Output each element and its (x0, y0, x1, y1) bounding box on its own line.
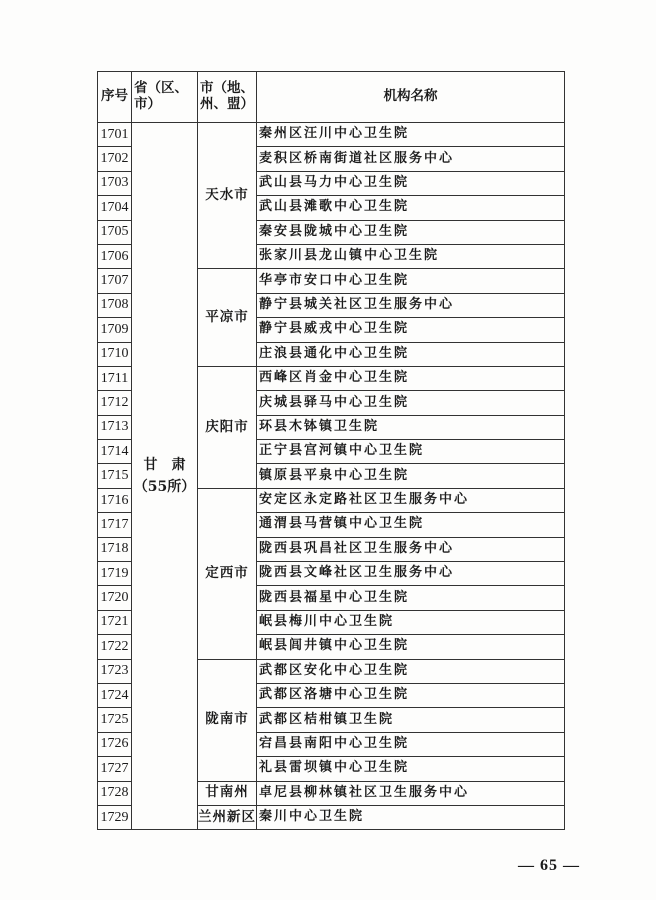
institution-name: 陇西县巩昌社区卫生服务中心 (257, 537, 565, 561)
serial-no: 1720 (98, 586, 132, 610)
province-cell (132, 123, 198, 830)
serial-no: 1725 (98, 708, 132, 732)
serial-no: 1706 (98, 244, 132, 268)
institution-name: 庆城县驿马中心卫生院 (257, 391, 565, 415)
institution-name: 陇西县文峰社区卫生服务中心 (257, 562, 565, 586)
serial-no: 1723 (98, 659, 132, 683)
institution-name: 静宁县威戎中心卫生院 (257, 318, 565, 342)
serial-no: 1708 (98, 293, 132, 317)
institution-name: 礼县雷坝镇中心卫生院 (257, 757, 565, 781)
institution-name: 岷县闾井镇中心卫生院 (257, 635, 565, 659)
serial-no: 1716 (98, 488, 132, 512)
institution-name: 宕昌县南阳中心卫生院 (257, 732, 565, 756)
province-count: （55所） (133, 479, 196, 496)
institution-name: 陇西县福星中心卫生院 (257, 586, 565, 610)
institution-name: 华亭市安口中心卫生院 (257, 269, 565, 293)
serial-no: 1728 (98, 781, 132, 805)
serial-no: 1727 (98, 757, 132, 781)
institution-name: 通渭县马营镇中心卫生院 (257, 513, 565, 537)
institution-name: 武都区安化中心卫生院 (257, 659, 565, 683)
serial-no: 1703 (98, 171, 132, 195)
serial-no: 1717 (98, 513, 132, 537)
serial-no: 1715 (98, 464, 132, 488)
institution-name: 麦积区桥南街道社区服务中心 (257, 147, 565, 171)
header-institution-name: 机构名称 (257, 72, 565, 123)
institution-name: 正宁县宫河镇中心卫生院 (257, 440, 565, 464)
table-body (98, 123, 565, 830)
serial-no: 1704 (98, 196, 132, 220)
serial-no: 1726 (98, 732, 132, 756)
city-cell: 甘南州 (198, 781, 257, 805)
header-city: 市（地、州、盟） (198, 72, 257, 123)
serial-no: 1710 (98, 342, 132, 366)
serial-no: 1729 (98, 805, 132, 829)
city-cell: 天水市 (198, 123, 257, 269)
serial-no: 1711 (98, 366, 132, 390)
institution-name: 武都区洛塘中心卫生院 (257, 683, 565, 707)
serial-no: 1712 (98, 391, 132, 415)
serial-no: 1709 (98, 318, 132, 342)
city-cell: 定西市 (198, 488, 257, 659)
serial-no: 1724 (98, 683, 132, 707)
serial-no: 1718 (98, 537, 132, 561)
header-serial-no: 序号 (98, 72, 132, 123)
table-header-row (98, 72, 565, 123)
serial-no: 1721 (98, 610, 132, 634)
institution-name: 秦安县陇城中心卫生院 (257, 220, 565, 244)
table-row (98, 123, 565, 147)
institution-name: 武山县滩歌中心卫生院 (257, 196, 565, 220)
institution-name: 庄浪县通化中心卫生院 (257, 342, 565, 366)
institution-name: 环县木钵镇卫生院 (257, 415, 565, 439)
serial-no: 1722 (98, 635, 132, 659)
institution-name: 西峰区肖金中心卫生院 (257, 366, 565, 390)
serial-no: 1702 (98, 147, 132, 171)
serial-no: 1705 (98, 220, 132, 244)
serial-no: 1701 (98, 123, 132, 147)
serial-no: 1714 (98, 440, 132, 464)
institution-name: 秦川中心卫生院 (257, 805, 565, 829)
institution-name: 镇原县平泉中心卫生院 (257, 464, 565, 488)
city-cell: 陇南市 (198, 659, 257, 781)
institution-name: 张家川县龙山镇中心卫生院 (257, 244, 565, 268)
institution-name: 卓尼县柳林镇社区卫生服务中心 (257, 781, 565, 805)
serial-no: 1707 (98, 269, 132, 293)
city-cell: 平凉市 (198, 269, 257, 367)
province-name: 甘 肃 (143, 457, 186, 474)
institution-name: 岷县梅川中心卫生院 (257, 610, 565, 634)
city-cell: 庆阳市 (198, 366, 257, 488)
city-cell: 兰州新区 (198, 805, 257, 829)
institution-name: 秦州区汪川中心卫生院 (257, 123, 565, 147)
header-province: 省（区、市） (132, 72, 198, 123)
institution-name: 静宁县城关社区卫生服务中心 (257, 293, 565, 317)
institution-name: 安定区永定路社区卫生服务中心 (257, 488, 565, 512)
institution-name: 武山县马力中心卫生院 (257, 171, 565, 195)
page-number: — 65 — (518, 857, 580, 874)
institution-name: 武都区桔柑镇卫生院 (257, 708, 565, 732)
serial-no: 1719 (98, 562, 132, 586)
serial-no: 1713 (98, 415, 132, 439)
institution-table (97, 71, 565, 830)
